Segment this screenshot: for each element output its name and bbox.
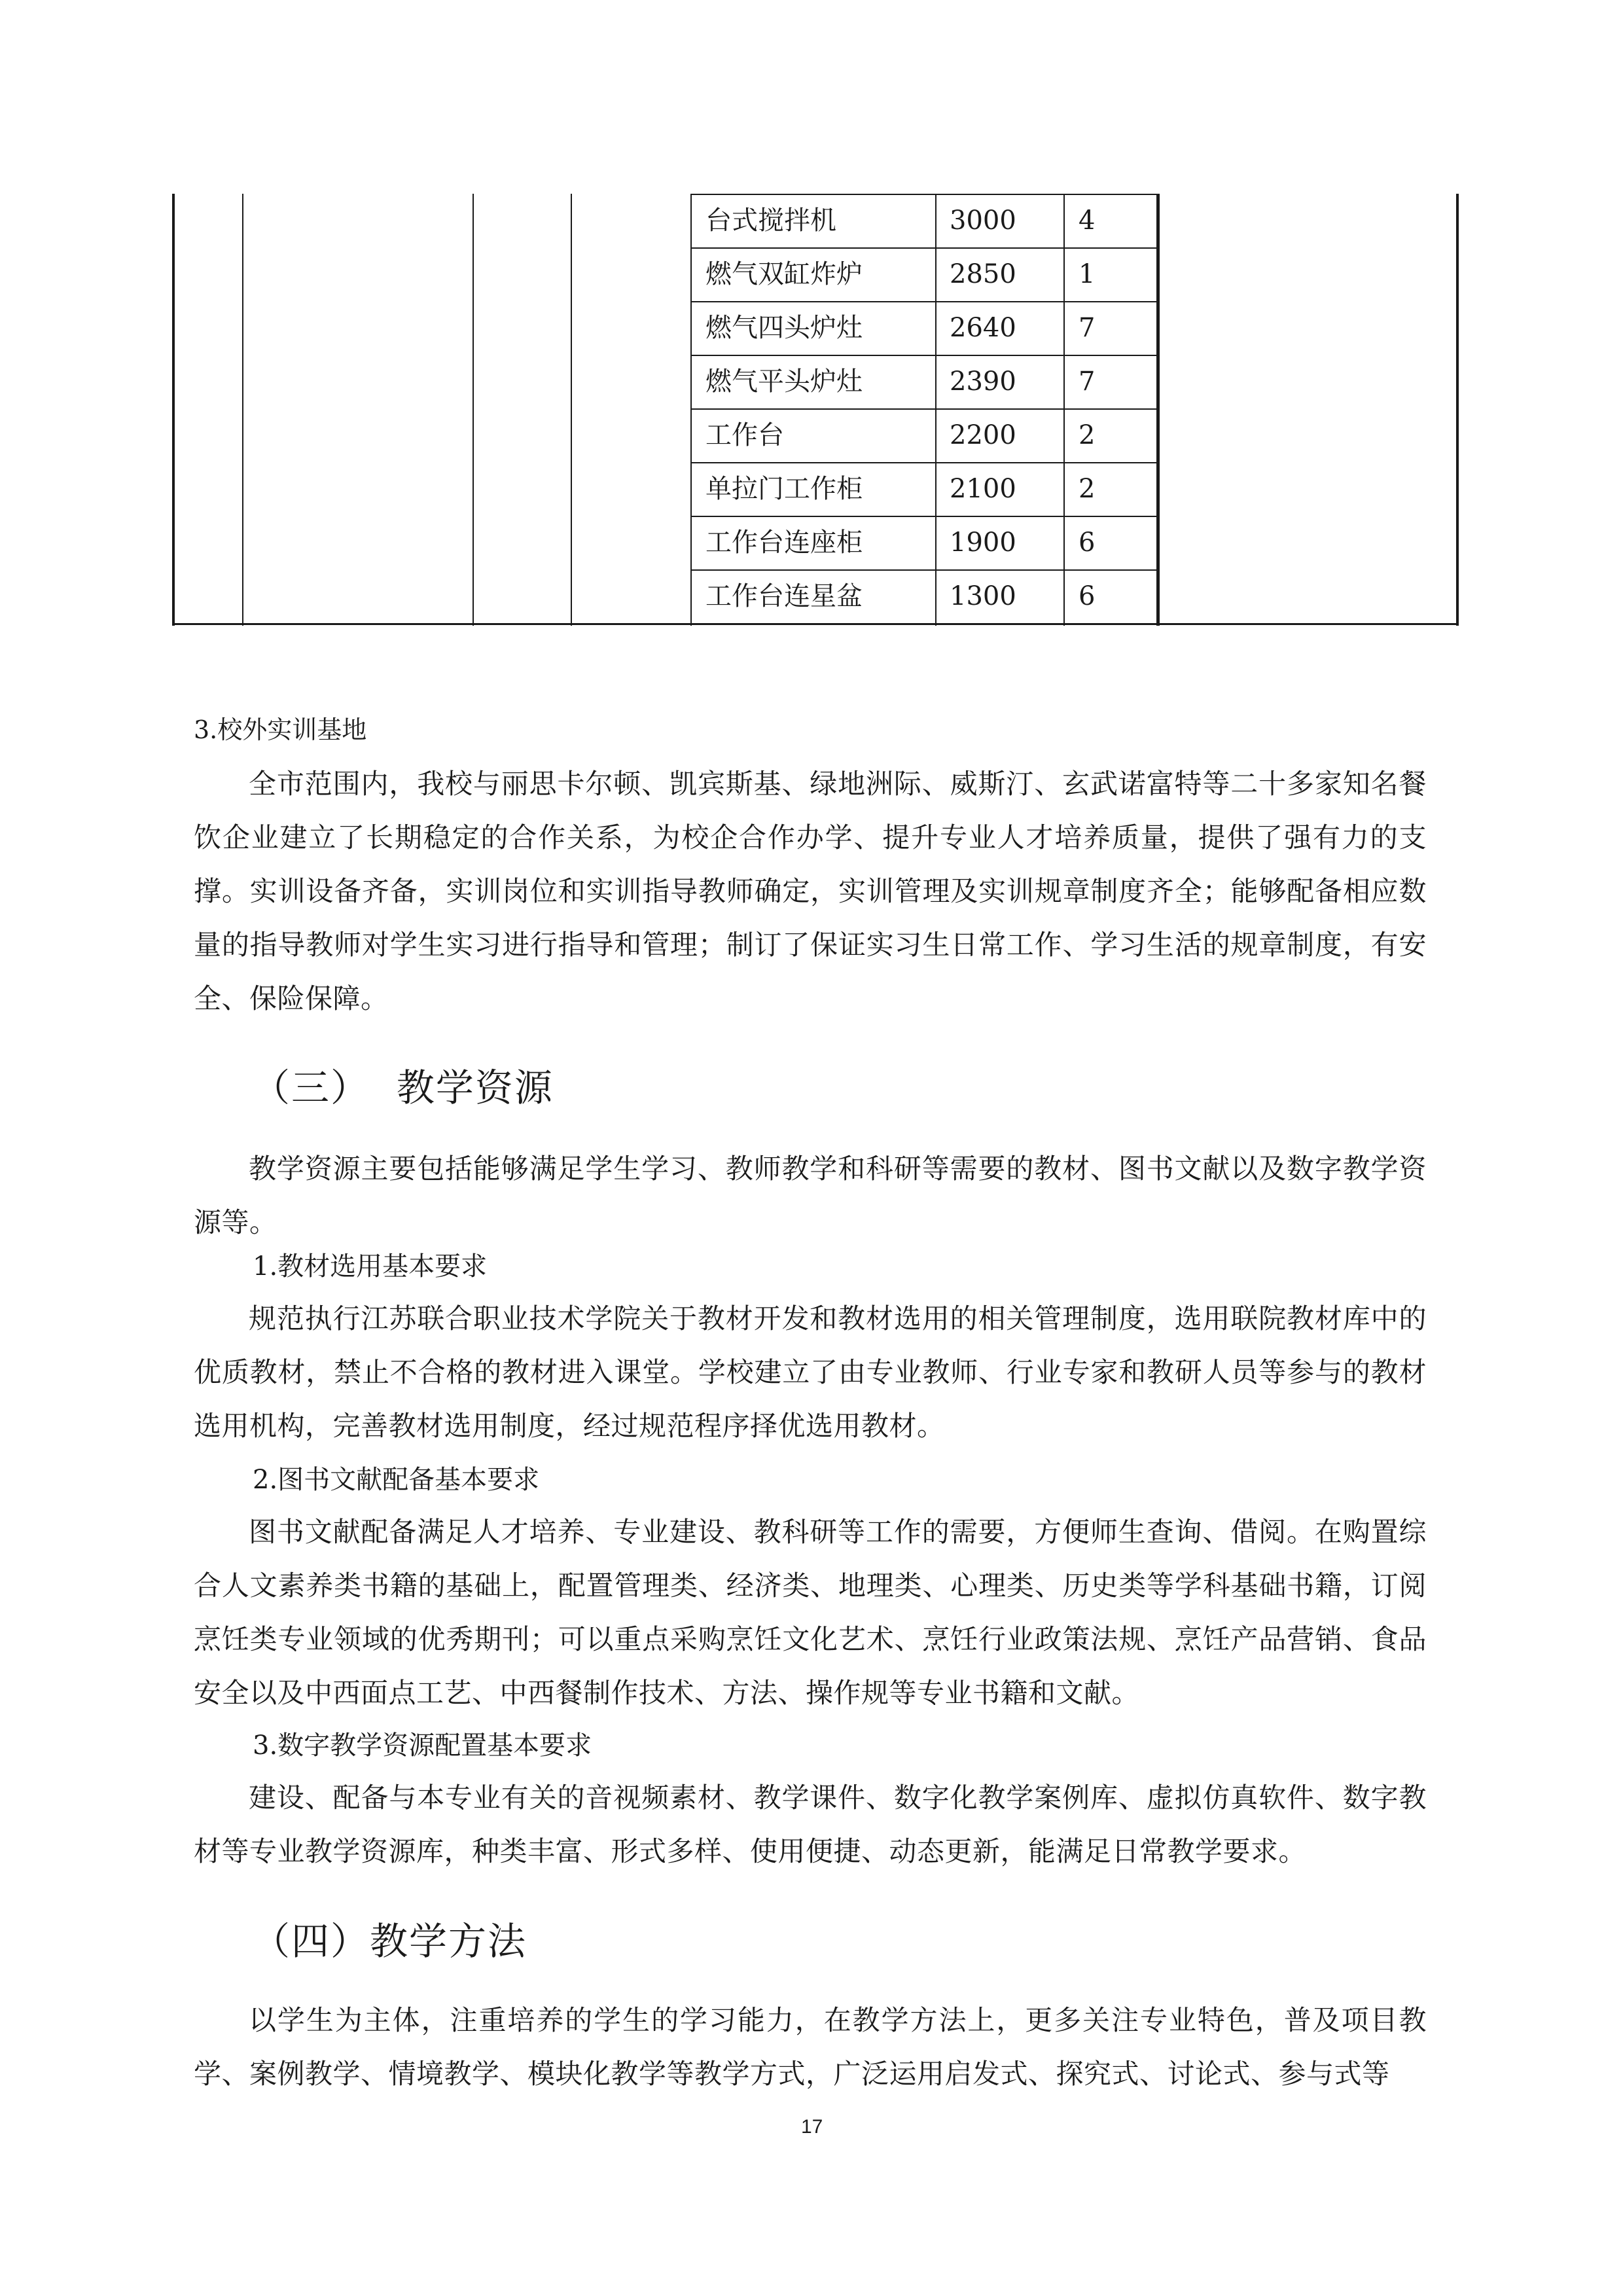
table-line <box>242 194 243 626</box>
table-line <box>473 194 474 626</box>
equipment-price: 2200 <box>950 420 1016 450</box>
textbook-heading: 1.教材选用基本要求 <box>253 1251 488 1282</box>
off-campus-paragraph: 全市范围内，我校与丽思卡尔顿、凯宾斯基、绿地洲际、威斯汀、玄武诺富特等二十多家知名餐饮企业建立了长期稳定的合作关系，为校企合作办学、提升专业人才培养质量，提供了强有力的支撑。实训设备齐备，实训岗位和实训指导教师确定，实训管理及实训规章制度齐全；能够配备相应数量的指导教师对学生实习进行指导和管理；制订了保证实习生日常工作、学习生活的规章制度，有安全、保险保障。 <box>194 768 1427 1014</box>
page-number: 17 <box>801 2116 823 2138</box>
digital-resources-paragraph: 建设、配备与本专业有关的音视频素材、教学课件、数字化教学案例库、虚拟仿真软件、数字教材等专业教学资源库，种类丰富、形式多样、使用便捷、动态更新，能满足日常教学要求。 <box>194 1782 1427 1867</box>
equipment-price: 1300 <box>950 581 1016 611</box>
equipment-price: 2100 <box>950 474 1016 504</box>
textbook-paragraph: 规范执行江苏联合职业技术学院关于教材开发和教材选用的相关管理制度，选用联院教材库中的优质教材，禁止不合格的教材进入课堂。学校建立了由专业教师、行业专家和教研人员等参与的教材选用机构，完善教材选用制度，经过规范程序择优选用教材。 <box>194 1302 1427 1442</box>
equipment-qty: 6 <box>1079 581 1096 611</box>
equipment-qty: 7 <box>1079 367 1096 397</box>
teaching-methods-paragraph: 以学生为主体，注重培养的学生的学习能力，在教学方法上，更多关注专业特色，普及项目教学、案例教学、情境教学、模块化教学等教学方式，广泛运用启发式、探究式、讨论式、参与式等 <box>194 2004 1427 2090</box>
equipment-qty: 7 <box>1079 313 1096 343</box>
equipment-table <box>172 194 1456 626</box>
digital-resources-heading: 3.数字教学资源配置基本要求 <box>253 1731 592 1761</box>
equipment-price: 2640 <box>950 313 1016 343</box>
off-campus-heading: 3.校外实训基地 <box>194 715 367 744</box>
table-line-thick <box>1156 194 1160 626</box>
equipment-price: 2390 <box>950 367 1016 397</box>
equipment-name: 工作台 <box>705 420 784 450</box>
equipment-qty: 4 <box>1079 206 1096 236</box>
table-line <box>690 194 692 626</box>
section-title-teaching-resources: （三） 教学资源 <box>252 1066 554 1110</box>
equipment-qty: 2 <box>1079 474 1096 504</box>
equipment-price: 2850 <box>950 259 1016 289</box>
equipment-name: 工作台连座柜 <box>705 528 863 558</box>
table-line <box>935 194 936 626</box>
section-title-teaching-methods: （四）教学方法 <box>252 1919 527 1964</box>
table-border-left <box>172 194 175 626</box>
teaching-resources-intro: 教学资源主要包括能够满足学生学习、教师教学和科研等需要的教材、图书文献以及数字教学资源等。 <box>194 1153 1427 1238</box>
table-line <box>1063 194 1065 626</box>
equipment-name: 燃气双缸炸炉 <box>705 259 863 289</box>
table-line <box>571 194 572 626</box>
library-heading: 2.图书文献配备基本要求 <box>253 1465 540 1495</box>
equipment-qty: 6 <box>1079 528 1096 558</box>
equipment-price: 1900 <box>950 528 1016 558</box>
equipment-name: 单拉门工作柜 <box>705 474 863 504</box>
equipment-qty: 2 <box>1079 420 1096 450</box>
table-border-right <box>1456 194 1459 626</box>
equipment-name: 燃气平头炉灶 <box>705 367 863 397</box>
equipment-name: 燃气四头炉灶 <box>705 313 863 343</box>
library-paragraph: 图书文献配备满足人才培养、专业建设、教科研等工作的需要，方便师生查询、借阅。在购置综合人文素养类书籍的基础上，配置管理类、经济类、地理类、心理类、历史类等学科基础书籍，订阅烹饪类专业领域的优秀期刊；可以重点采购烹饪文化艺术、烹饪行业政策法规、烹饪产品营销、食品安全以及中西面点工艺、中西餐制作技术、方法、操作规等专业书籍和文献。 <box>194 1516 1427 1709</box>
equipment-qty: 1 <box>1079 259 1096 289</box>
equipment-name: 台式搅拌机 <box>705 206 836 236</box>
table-bottom-border <box>172 623 1459 625</box>
equipment-price: 3000 <box>950 206 1016 236</box>
equipment-name: 工作台连星盆 <box>705 581 863 611</box>
